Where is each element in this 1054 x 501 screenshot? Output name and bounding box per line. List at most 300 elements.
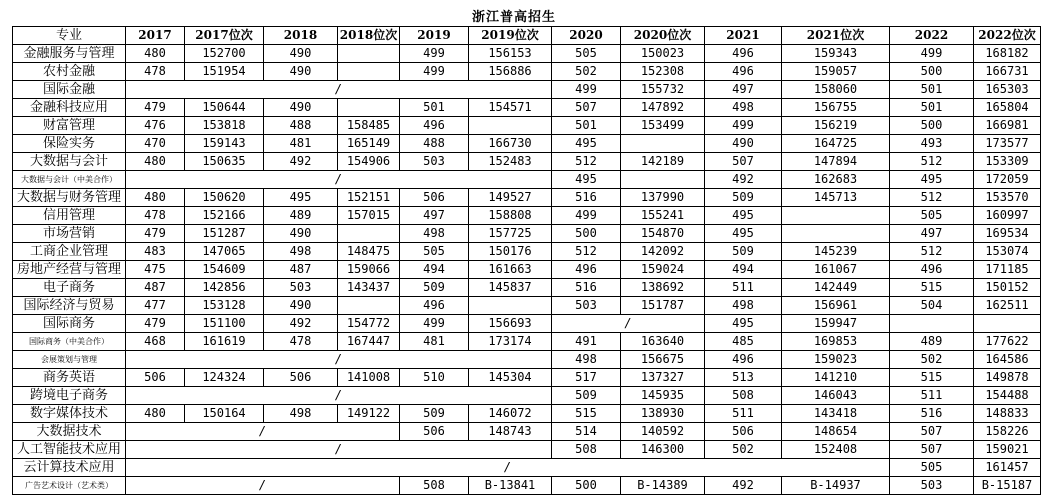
value-cell: 489 (890, 333, 974, 351)
value-cell: 506 (126, 369, 185, 387)
value-cell: 508 (552, 441, 621, 459)
value-cell: 501 (552, 117, 621, 135)
value-cell: 155732 (621, 81, 705, 99)
value-cell: 515 (890, 279, 974, 297)
value-cell: 505 (890, 207, 974, 225)
value-cell: 159343 (782, 45, 890, 63)
value-cell: 513 (705, 369, 782, 387)
value-cell: 488 (264, 117, 338, 135)
value-cell: 150635 (185, 153, 264, 171)
value-cell: 165804 (974, 99, 1041, 117)
table-row (13, 261, 1041, 279)
value-cell: 494 (705, 261, 782, 279)
column-header: 专业 (13, 27, 126, 45)
not-offered-cell: / (126, 477, 400, 495)
value-cell: 497 (705, 81, 782, 99)
value-cell: 161619 (185, 333, 264, 351)
value-cell: 497 (890, 225, 974, 243)
table-row (13, 351, 1041, 369)
major-name: 商务英语 (13, 369, 126, 387)
value-cell: 512 (890, 153, 974, 171)
value-cell: 169853 (782, 333, 890, 351)
value-cell: 150176 (469, 243, 552, 261)
value-cell: 501 (890, 99, 974, 117)
value-cell: 145837 (469, 279, 552, 297)
table-row (13, 135, 1041, 153)
major-name: 金融科技应用 (13, 99, 126, 117)
value-cell: 509 (705, 189, 782, 207)
value-cell (469, 117, 552, 135)
table-row (13, 153, 1041, 171)
value-cell: 157015 (338, 207, 400, 225)
value-cell: 492 (264, 153, 338, 171)
value-cell: 153499 (621, 117, 705, 135)
value-cell: 156693 (469, 315, 552, 333)
value-cell: 485 (705, 333, 782, 351)
value-cell: 145304 (469, 369, 552, 387)
value-cell: 515 (890, 369, 974, 387)
value-cell: 503 (400, 153, 469, 171)
value-cell: 496 (705, 63, 782, 81)
value-cell: 490 (264, 45, 338, 63)
value-cell: 499 (705, 117, 782, 135)
value-cell: 495 (264, 189, 338, 207)
value-cell: 495 (705, 207, 782, 225)
major-name: 大数据与会计 (13, 153, 126, 171)
table-row (13, 243, 1041, 261)
value-cell: 498 (264, 243, 338, 261)
value-cell: 510 (400, 369, 469, 387)
table-row (13, 333, 1041, 351)
value-cell: 498 (400, 225, 469, 243)
value-cell: 507 (890, 441, 974, 459)
value-cell: 143437 (338, 279, 400, 297)
value-cell: 151287 (185, 225, 264, 243)
value-cell: 177622 (974, 333, 1041, 351)
value-cell (338, 45, 400, 63)
value-cell: 148475 (338, 243, 400, 261)
value-cell: 502 (890, 351, 974, 369)
value-cell: 499 (890, 45, 974, 63)
value-cell: 168182 (974, 45, 1041, 63)
value-cell: 159143 (185, 135, 264, 153)
value-cell: 152308 (621, 63, 705, 81)
value-cell: 483 (126, 243, 185, 261)
value-cell: 503 (552, 297, 621, 315)
value-cell: 149527 (469, 189, 552, 207)
value-cell: 490 (705, 135, 782, 153)
value-cell: 138930 (621, 405, 705, 423)
value-cell: 501 (890, 81, 974, 99)
not-offered-cell: / (126, 459, 890, 477)
column-header: 2019 (400, 27, 469, 45)
value-cell: 508 (705, 387, 782, 405)
value-cell: 480 (126, 189, 185, 207)
table-row (13, 45, 1041, 63)
value-cell: 150023 (621, 45, 705, 63)
admission-table (12, 26, 1041, 495)
value-cell: 149878 (974, 369, 1041, 387)
major-name: 信用管理 (13, 207, 126, 225)
value-cell: 495 (705, 315, 782, 333)
value-cell: 495 (705, 225, 782, 243)
value-cell: 478 (126, 63, 185, 81)
value-cell: 468 (126, 333, 185, 351)
value-cell: 142856 (185, 279, 264, 297)
value-cell: 173577 (974, 135, 1041, 153)
value-cell: 487 (126, 279, 185, 297)
column-header: 2018 (264, 27, 338, 45)
value-cell: 489 (264, 207, 338, 225)
value-cell: 156961 (782, 297, 890, 315)
value-cell: 150164 (185, 405, 264, 423)
value-cell: 159024 (621, 261, 705, 279)
not-offered-cell: / (552, 315, 705, 333)
not-offered-cell: / (126, 441, 552, 459)
value-cell: 154609 (185, 261, 264, 279)
value-cell: B-13841 (469, 477, 552, 495)
value-cell: 512 (552, 153, 621, 171)
value-cell: 490 (264, 99, 338, 117)
value-cell: 159947 (782, 315, 890, 333)
value-cell: 163640 (621, 333, 705, 351)
column-header: 2020位次 (621, 27, 705, 45)
value-cell: 495 (552, 171, 621, 189)
value-cell: 157725 (469, 225, 552, 243)
major-name: 房地产经营与管理 (13, 261, 126, 279)
value-cell: 162511 (974, 297, 1041, 315)
value-cell (782, 225, 890, 243)
column-header: 2021 (705, 27, 782, 45)
value-cell: 470 (126, 135, 185, 153)
value-cell: 480 (126, 405, 185, 423)
value-cell: 156675 (621, 351, 705, 369)
not-offered-cell: / (126, 423, 400, 441)
value-cell: 138692 (621, 279, 705, 297)
value-cell: 153309 (974, 153, 1041, 171)
table-row (13, 207, 1041, 225)
value-cell: 145935 (621, 387, 705, 405)
value-cell: 495 (890, 171, 974, 189)
value-cell: 517 (552, 369, 621, 387)
major-name: 大数据与会计（中美合作） (13, 171, 126, 189)
value-cell: 143418 (782, 405, 890, 423)
value-cell: 152151 (338, 189, 400, 207)
major-name: 人工智能技术应用 (13, 441, 126, 459)
column-header: 2022位次 (974, 27, 1041, 45)
value-cell: 164586 (974, 351, 1041, 369)
value-cell: 493 (890, 135, 974, 153)
value-cell: 156755 (782, 99, 890, 117)
major-name: 会展策划与管理 (13, 351, 126, 369)
column-header: 2019位次 (469, 27, 552, 45)
value-cell: 161457 (974, 459, 1041, 477)
value-cell: 166981 (974, 117, 1041, 135)
value-cell: 500 (890, 63, 974, 81)
value-cell: 159023 (782, 351, 890, 369)
value-cell: 166731 (974, 63, 1041, 81)
value-cell: 481 (400, 333, 469, 351)
value-cell: 148654 (782, 423, 890, 441)
value-cell: 480 (126, 45, 185, 63)
value-cell: 500 (890, 117, 974, 135)
value-cell: 145239 (782, 243, 890, 261)
value-cell: 512 (552, 243, 621, 261)
value-cell: 512 (890, 243, 974, 261)
value-cell: 146072 (469, 405, 552, 423)
value-cell: 479 (126, 225, 185, 243)
value-cell: 154772 (338, 315, 400, 333)
value-cell: 152166 (185, 207, 264, 225)
value-cell: 159066 (338, 261, 400, 279)
value-cell: 497 (400, 207, 469, 225)
value-cell: B-14389 (621, 477, 705, 495)
value-cell: 496 (552, 261, 621, 279)
value-cell: 140592 (621, 423, 705, 441)
value-cell: 506 (705, 423, 782, 441)
major-name: 广告艺术设计（艺术类） (13, 477, 126, 495)
value-cell: 506 (264, 369, 338, 387)
table-row (13, 225, 1041, 243)
table-row (13, 189, 1041, 207)
value-cell: 154870 (621, 225, 705, 243)
column-header: 2017 (126, 27, 185, 45)
value-cell: 490 (264, 63, 338, 81)
column-header: 2020 (552, 27, 621, 45)
value-cell: 505 (400, 243, 469, 261)
table-row (13, 459, 1041, 477)
major-name: 国际商务 (13, 315, 126, 333)
major-name: 财富管理 (13, 117, 126, 135)
value-cell: 509 (400, 279, 469, 297)
value-cell: 146043 (782, 387, 890, 405)
value-cell: 516 (890, 405, 974, 423)
value-cell: 161067 (782, 261, 890, 279)
value-cell: 146300 (621, 441, 705, 459)
value-cell: 496 (400, 117, 469, 135)
value-cell (338, 63, 400, 81)
value-cell: 480 (126, 153, 185, 171)
value-cell: 509 (400, 405, 469, 423)
value-cell: 503 (264, 279, 338, 297)
value-cell: 512 (890, 189, 974, 207)
table-row (13, 81, 1041, 99)
value-cell: 508 (400, 477, 469, 495)
value-cell (338, 297, 400, 315)
table-row (13, 63, 1041, 81)
major-name: 市场营销 (13, 225, 126, 243)
value-cell: 502 (705, 441, 782, 459)
value-cell: 498 (705, 99, 782, 117)
value-cell: 505 (890, 459, 974, 477)
value-cell: 516 (552, 279, 621, 297)
column-header: 2017位次 (185, 27, 264, 45)
value-cell: 511 (705, 279, 782, 297)
page-title: 浙江普高招生 (472, 10, 557, 25)
table-row (13, 117, 1041, 135)
value-cell (890, 315, 974, 333)
major-name: 数字媒体技术 (13, 405, 126, 423)
value-cell: 514 (552, 423, 621, 441)
value-cell (974, 315, 1041, 333)
value-cell: 494 (400, 261, 469, 279)
value-cell: 499 (400, 315, 469, 333)
not-offered-cell: / (126, 387, 552, 405)
major-name: 农村金融 (13, 63, 126, 81)
value-cell: 167447 (338, 333, 400, 351)
table-row (13, 297, 1041, 315)
value-cell: 151787 (621, 297, 705, 315)
major-name: 大数据技术 (13, 423, 126, 441)
major-name: 工商企业管理 (13, 243, 126, 261)
value-cell: 145713 (782, 189, 890, 207)
value-cell: 155241 (621, 207, 705, 225)
value-cell: 161663 (469, 261, 552, 279)
value-cell: 488 (400, 135, 469, 153)
value-cell: 487 (264, 261, 338, 279)
table-row (13, 405, 1041, 423)
major-name: 金融服务与管理 (13, 45, 126, 63)
value-cell: 498 (705, 297, 782, 315)
table-row (13, 99, 1041, 117)
value-cell: 507 (552, 99, 621, 117)
value-cell: 147894 (782, 153, 890, 171)
value-cell: 162683 (782, 171, 890, 189)
value-cell: 492 (264, 315, 338, 333)
value-cell: 477 (126, 297, 185, 315)
value-cell: 509 (705, 243, 782, 261)
value-cell: 153570 (974, 189, 1041, 207)
major-name: 国际商务（中美合作） (13, 333, 126, 351)
value-cell: 499 (400, 45, 469, 63)
value-cell: 152700 (185, 45, 264, 63)
value-cell: 476 (126, 117, 185, 135)
value-cell: 165303 (974, 81, 1041, 99)
value-cell: 506 (400, 423, 469, 441)
table-row (13, 369, 1041, 387)
value-cell: 166730 (469, 135, 552, 153)
column-header: 2018位次 (338, 27, 400, 45)
table-row (13, 171, 1041, 189)
value-cell: 478 (264, 333, 338, 351)
value-cell (469, 297, 552, 315)
major-name: 国际金融 (13, 81, 126, 99)
value-cell: 515 (552, 405, 621, 423)
value-cell: 137327 (621, 369, 705, 387)
major-name: 国际经济与贸易 (13, 297, 126, 315)
value-cell: 137990 (621, 189, 705, 207)
value-cell: 475 (126, 261, 185, 279)
value-cell: 149122 (338, 405, 400, 423)
value-cell (782, 207, 890, 225)
value-cell: 148743 (469, 423, 552, 441)
major-name: 电子商务 (13, 279, 126, 297)
value-cell: 151954 (185, 63, 264, 81)
value-cell: 159057 (782, 63, 890, 81)
value-cell: 172059 (974, 171, 1041, 189)
value-cell: 498 (552, 351, 621, 369)
value-cell: 158485 (338, 117, 400, 135)
table-row (13, 315, 1041, 333)
value-cell: 156153 (469, 45, 552, 63)
value-cell: 160997 (974, 207, 1041, 225)
value-cell: 152408 (782, 441, 890, 459)
value-cell: 499 (552, 81, 621, 99)
value-cell: 490 (264, 297, 338, 315)
value-cell: 150620 (185, 189, 264, 207)
not-offered-cell: / (126, 81, 552, 99)
value-cell: B-14937 (782, 477, 890, 495)
value-cell (338, 225, 400, 243)
value-cell: 153818 (185, 117, 264, 135)
value-cell: 496 (705, 351, 782, 369)
value-cell: 491 (552, 333, 621, 351)
table-row (13, 477, 1041, 495)
value-cell: 171185 (974, 261, 1041, 279)
not-offered-cell: / (126, 171, 552, 189)
value-cell: 158060 (782, 81, 890, 99)
value-cell: 124324 (185, 369, 264, 387)
value-cell: 507 (705, 153, 782, 171)
value-cell: 142092 (621, 243, 705, 261)
value-cell: 492 (705, 171, 782, 189)
value-cell (621, 171, 705, 189)
value-cell: 148833 (974, 405, 1041, 423)
value-cell: 501 (400, 99, 469, 117)
value-cell: 173174 (469, 333, 552, 351)
value-cell: B-15187 (974, 477, 1041, 495)
value-cell: 142449 (782, 279, 890, 297)
value-cell: 507 (890, 423, 974, 441)
value-cell: 479 (126, 99, 185, 117)
major-name: 跨境电子商务 (13, 387, 126, 405)
value-cell: 158226 (974, 423, 1041, 441)
value-cell: 495 (552, 135, 621, 153)
value-cell: 498 (264, 405, 338, 423)
major-name: 保险实务 (13, 135, 126, 153)
value-cell: 478 (126, 207, 185, 225)
value-cell: 481 (264, 135, 338, 153)
value-cell: 503 (890, 477, 974, 495)
value-cell: 147892 (621, 99, 705, 117)
table-row (13, 441, 1041, 459)
value-cell: 479 (126, 315, 185, 333)
value-cell: 509 (552, 387, 621, 405)
value-cell: 141008 (338, 369, 400, 387)
value-cell: 499 (552, 207, 621, 225)
table-row (13, 279, 1041, 297)
value-cell: 496 (400, 297, 469, 315)
value-cell: 500 (552, 225, 621, 243)
major-name: 大数据与财务管理 (13, 189, 126, 207)
value-cell: 159021 (974, 441, 1041, 459)
value-cell: 506 (400, 189, 469, 207)
value-cell: 500 (552, 477, 621, 495)
value-cell: 504 (890, 297, 974, 315)
value-cell: 490 (264, 225, 338, 243)
value-cell: 154571 (469, 99, 552, 117)
value-cell: 505 (552, 45, 621, 63)
column-header: 2022 (890, 27, 974, 45)
value-cell: 511 (705, 405, 782, 423)
value-cell: 154488 (974, 387, 1041, 405)
value-cell: 492 (705, 477, 782, 495)
value-cell: 165149 (338, 135, 400, 153)
value-cell (621, 135, 705, 153)
value-cell: 169534 (974, 225, 1041, 243)
value-cell: 156886 (469, 63, 552, 81)
value-cell: 150644 (185, 99, 264, 117)
